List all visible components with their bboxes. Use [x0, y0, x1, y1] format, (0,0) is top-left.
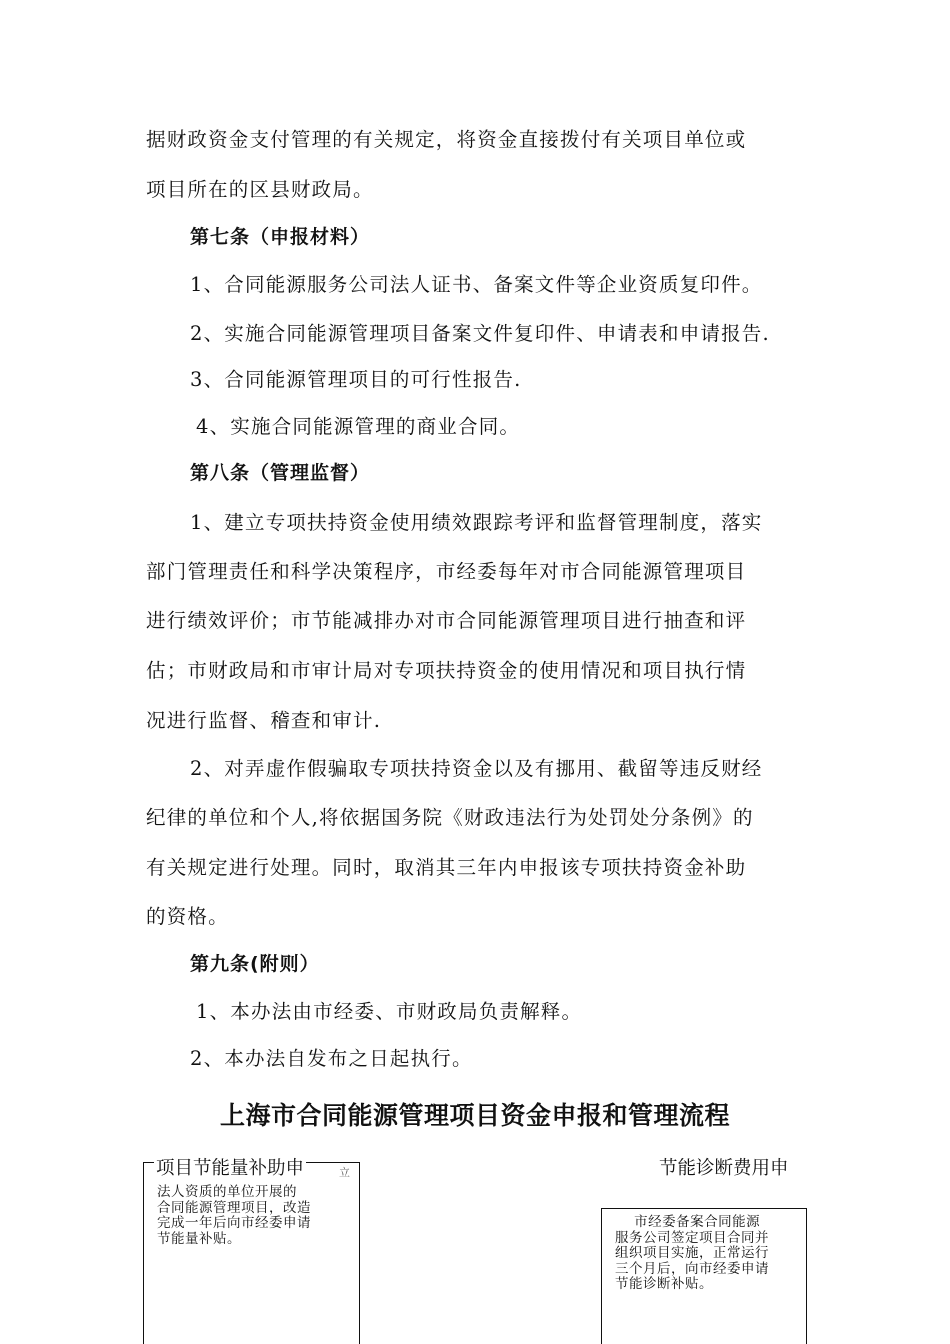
list-item: 2、本办法自发布之日起执行。	[190, 1047, 473, 1070]
text-line: 进行绩效评价；市节能减排办对市合同能源管理项目进行抽查和评	[146, 609, 747, 632]
article-7-heading: 第七条（申报材料）	[190, 226, 371, 248]
left-flow-label: 项目节能量补助申	[154, 1154, 306, 1180]
article-9-heading: 第九条(附则）	[190, 953, 320, 975]
text-line: 的资格。	[146, 905, 229, 928]
text-line: 有关规定进行处理。同时，取消其三年内申报该专项扶持资金补助	[146, 856, 747, 879]
text-line: 1、建立专项扶持资金使用绩效跟踪考评和监督管理制度，落实	[190, 511, 763, 534]
list-item: 3、合同能源管理项目的可行性报告.	[190, 368, 522, 391]
text-line: 估；市财政局和市审计局对专项扶持资金的使用情况和项目执行情	[146, 659, 747, 682]
text-line: 项目所在的区县财政局。	[146, 178, 374, 201]
text-line: 况进行监督、稽查和审计.	[146, 709, 382, 732]
left-box-text: 法人资质的单位开展的 合同能源管理项目，改造 完成一年后向市经委申请 节能量补贴。	[157, 1184, 311, 1247]
clipped-text-fragment: 立	[339, 1166, 350, 1179]
text-line: 纪律的单位和个人,将依据国务院《财政违法行为处罚处分条例》的	[146, 806, 754, 829]
article-8-heading: 第八条（管理监督）	[190, 462, 371, 484]
text-line: 2、对弄虚作假骗取专项扶持资金以及有挪用、截留等违反财经	[190, 757, 763, 780]
right-box-text: 市经委备案合同能源 服务公司签定项目合同并 组织项目实施，正常运行 三个月后，向市经委申请 节能诊断补贴。	[615, 1214, 769, 1292]
list-item: 4、实施合同能源管理的商业合同。	[196, 415, 521, 438]
right-flow-label: 节能诊断费用申	[659, 1154, 789, 1180]
text-line: 部门管理责任和科学决策程序，市经委每年对市合同能源管理项目	[146, 560, 747, 583]
flowchart-title: 上海市合同能源管理项目资金申报和管理流程	[219, 1101, 730, 1130]
list-item: 1、本办法由市经委、市财政局负责解释。	[196, 1000, 583, 1023]
list-item: 2、实施合同能源管理项目备案文件复印件、申请表和申请报告.	[190, 322, 770, 345]
list-item: 1、合同能源服务公司法人证书、备案文件等企业资质复印件。	[190, 273, 763, 296]
text-line: 据财政资金支付管理的有关规定，将资金直接拨付有关项目单位或	[146, 128, 747, 151]
